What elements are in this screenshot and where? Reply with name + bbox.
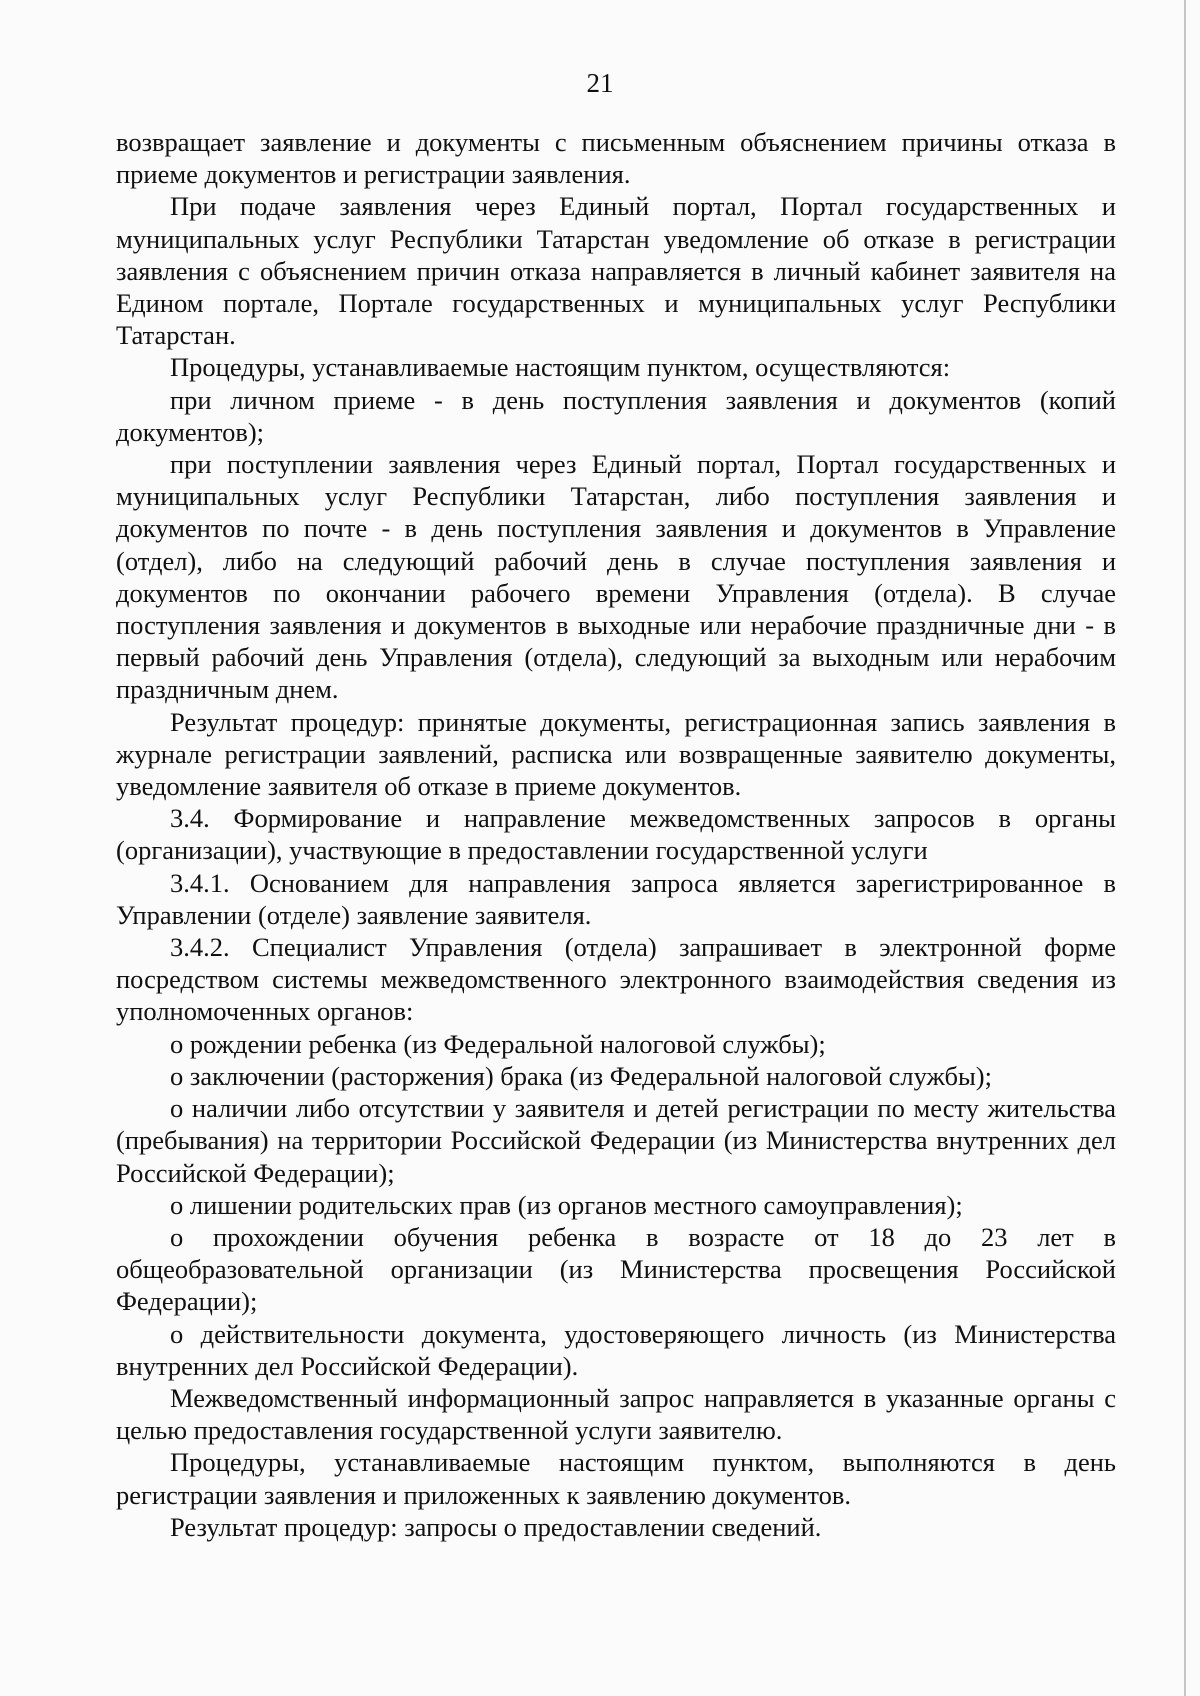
paragraph: при личном приеме - в день поступления заявления и документов (копий документов); <box>116 384 1116 447</box>
paragraph: возвращает заявление и документы с письменным объяснением причины отказа в приеме документов и регистрации заявления. <box>116 127 1116 190</box>
paragraph: Межведомственный информационный запрос направляется в указанные органы с целью предоставления государственной услуги заявителю. <box>116 1382 1116 1446</box>
paragraph: Результат процедур: принятые документы, регистрационная запись заявления в журнале регистрации заявлений, расписка или возвращенные заявителю документы, уведомление заявителя об отказе в приеме документов. <box>116 706 1116 802</box>
list-item: о прохождении обучения ребенка в возрасте от 18 до 23 лет в общеобразовательной организации (из Министерства просвещения Российской Федерации); <box>116 1221 1116 1317</box>
scan-edge-line <box>1184 0 1186 1696</box>
paragraph: Процедуры, устанавливаемые настоящим пунктом, осуществляются: <box>170 352 951 383</box>
page-number: 21 <box>586 68 614 98</box>
section-heading: 3.4. Формирование и направление межведомственных запросов в органы (организации), участвующие в предоставлении государственной услуги <box>116 803 1116 866</box>
document-body <box>116 126 1116 1543</box>
list-item: о заключении (расторжения) брака (из Федеральной налоговой службы); <box>170 1060 992 1091</box>
list-item: о лишении родительских прав (из органов местного самоуправления); <box>170 1189 963 1220</box>
paragraph: 3.4.1. Основанием для направления запроса является зарегистрированное в Управлении (отделе) заявление заявителя. <box>116 867 1116 930</box>
list-item: о действительности документа, удостоверяющего личность (из Министерства внутренних дел Российской Федерации). <box>116 1318 1116 1381</box>
paragraph: 3.4.2. Специалист Управления (отдела) запрашивает в электронной форме посредством системы межведомственного электронного взаимодействия сведения из уполномоченных органов: <box>116 932 1116 1027</box>
list-item: о наличии либо отсутствии у заявителя и детей регистрации по месту жительства (пребывания) на территории Российской Федерации (из Министерства внутренних дел Российской Федерации); <box>116 1093 1116 1188</box>
paragraph: При подаче заявления через Единый портал, Портал государственных и муниципальных услуг Республики Татарстан уведомление об отказе в регистрации заявления с объяснением причин отказа направляется в личный кабинет заявителя на Едином портале, Портале государственных и муниципальных услуг Республики Татарстан. <box>116 191 1116 351</box>
paragraph: Результат процедур: запросы о предоставлении сведений. <box>170 1511 822 1542</box>
paragraph: при поступлении заявления через Единый портал, Портал государственных и муниципальных услуг Республики Татарстан, либо поступления заявления и документов по почте - в день поступления заявления и документов в Управление (отдел), либо на следующий рабочий день в случае поступления заявления и документов по окончании рабочего времени Управления (отдела). В случае поступления заявления и документов в выходные или нерабочие праздничные дни - в первый рабочий день Управления (отдела), следующий за выходным или нерабочим праздничным днем. <box>116 449 1116 705</box>
paragraph: Процедуры, устанавливаемые настоящим пунктом, выполняются в день регистрации заявления и приложенных к заявлению документов. <box>116 1447 1116 1510</box>
list-item: о рождении ребенка (из Федеральной налоговой службы); <box>170 1028 826 1059</box>
